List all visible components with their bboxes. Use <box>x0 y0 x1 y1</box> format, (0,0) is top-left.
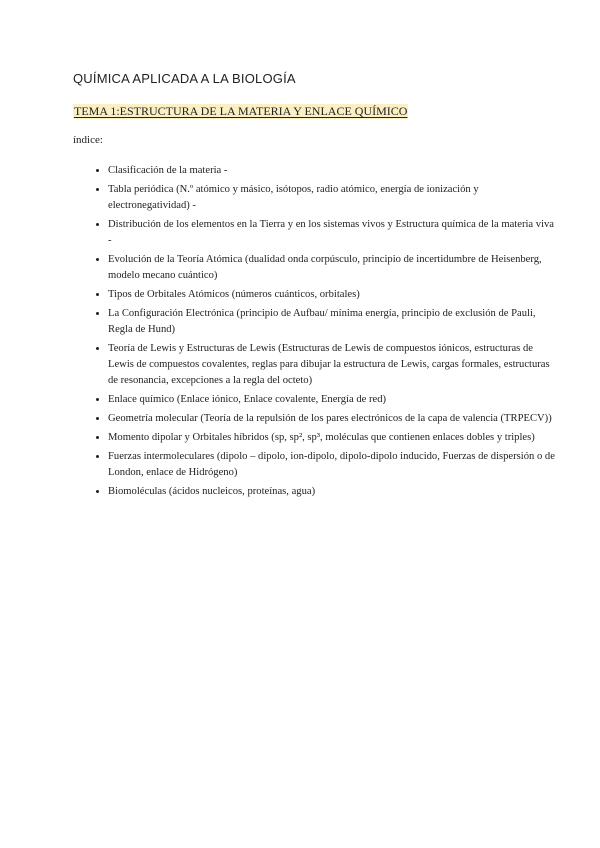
document-title: QUÍMICA APLICADA A LA BIOLOGÍA <box>73 71 296 86</box>
list-item: • Momento dipolar y Orbitales híbridos (sp, sp², sp³, moléculas que contienen enlaces dobles y triples) <box>108 429 558 446</box>
list-item: • Tabla periódica (N.º atómico y másico, isótopos, radio atómico, energía de ionización y electronegatividad) - <box>108 181 558 214</box>
list-item: • Geometría molecular (Teoría de la repulsión de los pares electrónicos de la capa de valencia (TRPECV)) <box>108 410 558 427</box>
list-item: • Fuerzas intermoleculares (dipolo – dipolo, ion-dipolo, dipolo-dipolo inducido, Fuerzas de dispersión o de London, enlace de Hidrógeno) <box>108 448 558 481</box>
topic-heading: TEMA 1:ESTRUCTURA DE LA MATERIA Y ENLACE QUÍMICO <box>74 104 408 118</box>
list-item: • Teoría de Lewis y Estructuras de Lewis (Estructuras de Lewis de compuestos iónicos, estructuras de Lewis de compuestos covalentes, reglas para dibujar la estructura de Lewis, cargas formales, estructuras de resonancia, excepciones a la regla del octeto) <box>108 340 558 389</box>
list-item: • Tipos de Orbitales Atómicos (números cuánticos, orbitales) <box>108 286 558 303</box>
list-item: • Evolución de la Teoría Atómica (dualidad onda corpúsculo, principio de incertidumbre de Heisenberg, modelo mecano cuántico) <box>108 251 558 284</box>
list-item: • La Configuración Electrónica (principio de Aufbau/ mínima energía, principio de exclusión de Pauli, Regla de Hund) <box>108 305 558 338</box>
list-item: • Distribución de los elementos en la Tierra y en los sistemas vivos y Estructura química de la materia viva - <box>108 216 558 249</box>
list-item: • Biomoléculas (ácidos nucleicos, proteínas, agua) <box>108 483 558 500</box>
topic-list <box>88 162 558 502</box>
index-label: índice: <box>73 134 103 146</box>
list-item: • Enlace químico (Enlace iónico, Enlace covalente, Energía de red) <box>108 391 558 408</box>
list-item: • Clasificación de la materia - <box>108 162 558 179</box>
